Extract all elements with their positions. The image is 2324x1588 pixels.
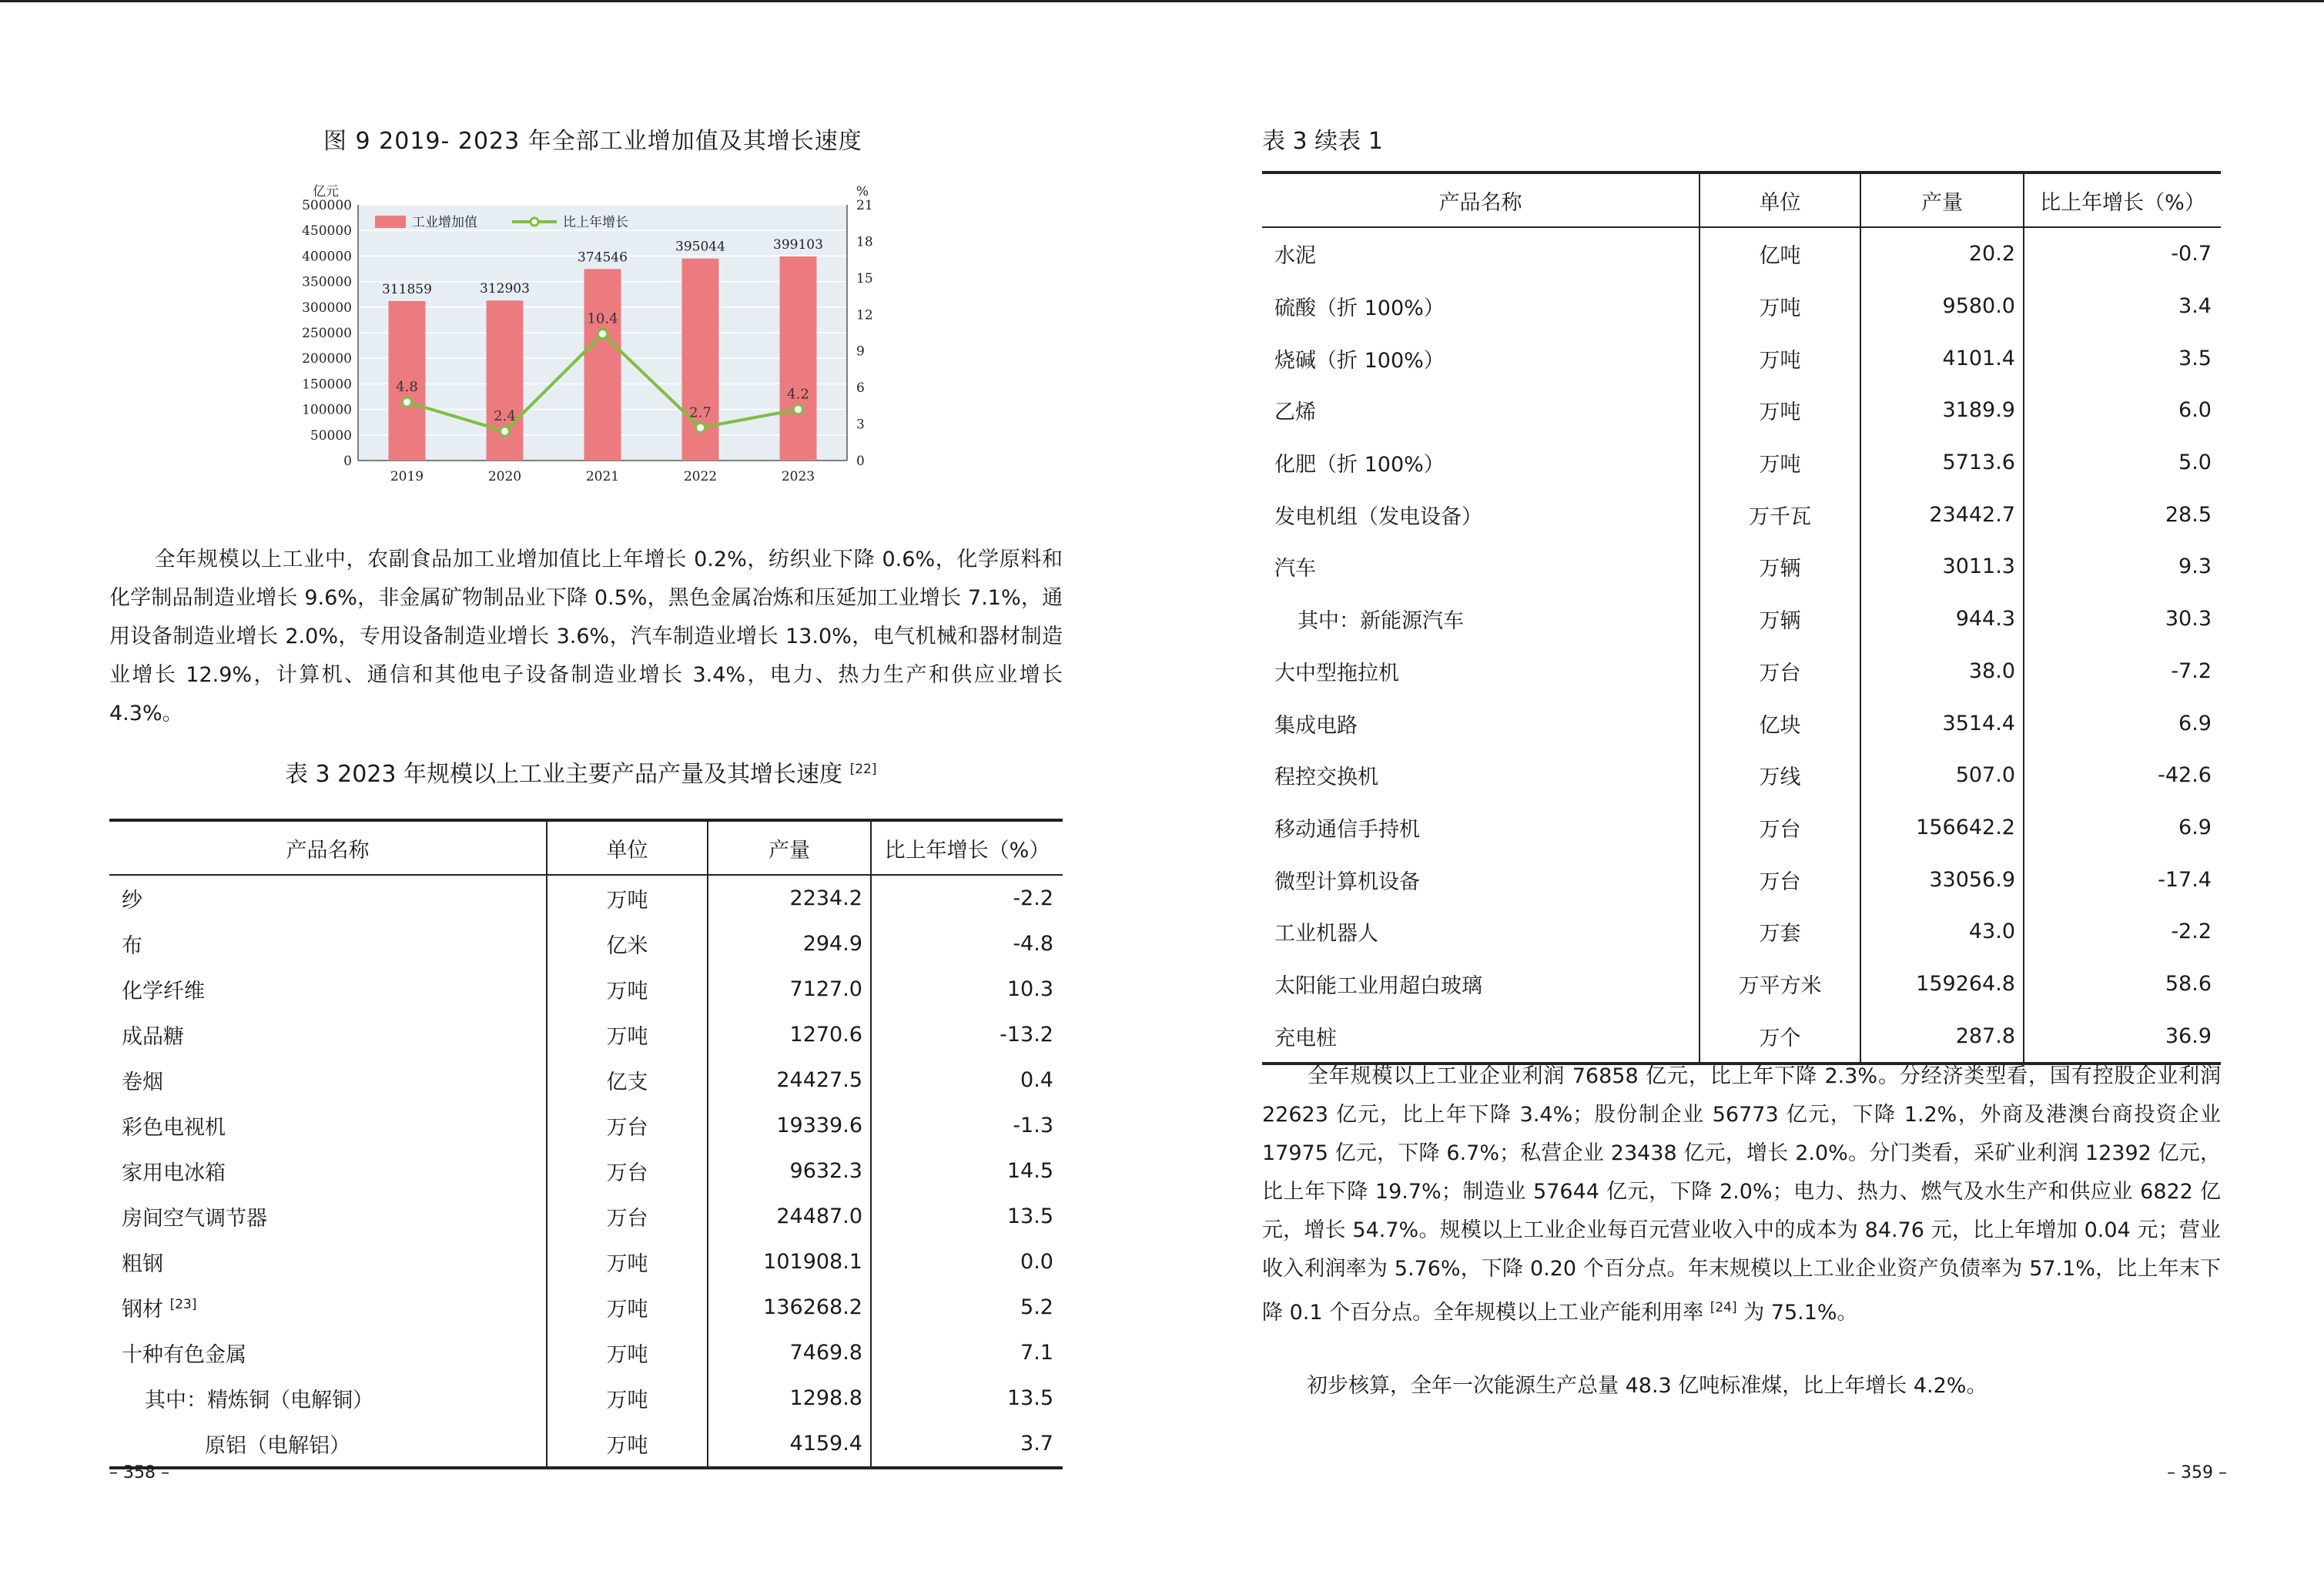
cell-name: 纱 bbox=[122, 889, 142, 913]
bar-value-label: 399103 bbox=[773, 236, 823, 253]
y-tick-label-right: 12 bbox=[856, 307, 873, 323]
growth-point bbox=[696, 423, 705, 432]
table3 bbox=[109, 819, 1063, 1469]
cell-unit: 万台 bbox=[547, 1194, 708, 1239]
page-number-right: – 359 – bbox=[2167, 1463, 2227, 1482]
cell-growth: 3.4 bbox=[2024, 280, 2221, 333]
table-row bbox=[1262, 437, 2221, 489]
cell-growth: 3.7 bbox=[871, 1421, 1063, 1468]
cell-output: 7127.0 bbox=[708, 967, 871, 1012]
cell-growth: 3.5 bbox=[2024, 332, 2221, 384]
y-tick-label-left: 0 bbox=[343, 454, 352, 469]
cell-unit: 万吨 bbox=[547, 967, 708, 1012]
growth-value-label: 2.4 bbox=[494, 408, 516, 425]
cell-unit: 万吨 bbox=[547, 1285, 708, 1330]
cell-unit: 万台 bbox=[1699, 802, 1860, 854]
table-row bbox=[1262, 645, 2221, 698]
x-tick-label: 2020 bbox=[487, 469, 522, 484]
cell-growth: 6.9 bbox=[2024, 697, 2221, 749]
growth-value-label: 4.2 bbox=[787, 386, 809, 403]
cell-growth: 58.6 bbox=[2024, 958, 2221, 1010]
cell-output: 101908.1 bbox=[708, 1239, 871, 1285]
profit-paragraph-end: 为 75.1%。 bbox=[1743, 1301, 1858, 1325]
cell-growth: -1.3 bbox=[871, 1103, 1063, 1148]
table3-body bbox=[109, 875, 1063, 1468]
cell-growth: 13.5 bbox=[871, 1375, 1063, 1421]
y-tick-label-right: 6 bbox=[856, 380, 865, 397]
cell-unit: 万吨 bbox=[547, 1330, 708, 1375]
cell-name-note: [23] bbox=[169, 1297, 197, 1312]
table3-cont-body bbox=[1262, 227, 2221, 1064]
cell-output: 507.0 bbox=[1860, 749, 2024, 802]
cell-output: 38.0 bbox=[1860, 645, 2024, 698]
bar bbox=[780, 256, 817, 461]
table-row bbox=[109, 875, 1063, 921]
cell-unit: 万吨 bbox=[1699, 437, 1860, 489]
cell-name: 汽车 bbox=[1274, 557, 1316, 581]
y-tick-label-right: 9 bbox=[856, 343, 865, 360]
cell-output: 3011.3 bbox=[1860, 541, 2024, 593]
cell-growth: 14.5 bbox=[871, 1148, 1063, 1194]
cell-name: 化学纤维 bbox=[122, 980, 205, 1003]
industry-chart bbox=[262, 176, 893, 491]
table-row bbox=[1262, 1010, 2221, 1064]
table-row bbox=[1262, 384, 2221, 437]
cell-unit: 亿支 bbox=[547, 1057, 708, 1103]
growth-value-label: 4.8 bbox=[396, 379, 418, 396]
cell-name: 烧碱（折 100%） bbox=[1274, 348, 1445, 373]
col-header-name: 产品名称 bbox=[109, 820, 547, 875]
table-row bbox=[1262, 697, 2221, 749]
cell-unit: 万吨 bbox=[1699, 384, 1860, 437]
table-row bbox=[1262, 593, 2221, 645]
cell-name: 集成电路 bbox=[1274, 713, 1358, 738]
cell-name: 化肥（折 100%） bbox=[1274, 453, 1445, 477]
cell-unit: 万个 bbox=[1699, 1010, 1860, 1064]
bar-value-label: 312903 bbox=[480, 281, 530, 297]
table-row bbox=[109, 1057, 1063, 1103]
cell-name-text: 钢材 bbox=[122, 1298, 163, 1322]
cell-output: 23442.7 bbox=[1860, 488, 2024, 541]
table-row bbox=[1262, 749, 2221, 802]
cell-output: 43.0 bbox=[1860, 906, 2024, 958]
cell-name bbox=[109, 1285, 547, 1330]
profit-paragraph bbox=[1262, 1057, 2221, 1332]
profit-paragraph-note: [24] bbox=[1710, 1300, 1737, 1315]
cell-name: 房间空气调节器 bbox=[122, 1207, 267, 1231]
legend-swatch-bar bbox=[375, 216, 406, 228]
y-tick-label-right: 21 bbox=[856, 198, 873, 213]
cell-growth: 0.4 bbox=[871, 1057, 1063, 1103]
cell-growth: 28.5 bbox=[2024, 488, 2221, 541]
cell-output: 33056.9 bbox=[1860, 853, 2024, 906]
growth-point bbox=[501, 427, 510, 436]
cell-output: 4159.4 bbox=[708, 1421, 871, 1468]
cell-output: 1298.8 bbox=[708, 1375, 871, 1421]
figure-title: 图 9 2019- 2023 年全部工业增加值及其增长速度 bbox=[323, 128, 862, 155]
bar bbox=[584, 269, 621, 461]
y-tick-label-left: 500000 bbox=[302, 198, 352, 213]
cell-unit: 万台 bbox=[1699, 645, 1860, 698]
cell-growth: 0.0 bbox=[871, 1239, 1063, 1285]
y-tick-label-left: 100000 bbox=[302, 402, 352, 418]
cell-output: 156642.2 bbox=[1860, 802, 2024, 854]
cell-growth: -2.2 bbox=[871, 875, 1063, 921]
y-tick-label-right: 18 bbox=[856, 234, 873, 250]
growth-point bbox=[403, 397, 412, 407]
growth-point bbox=[794, 405, 803, 414]
x-tick-label: 2021 bbox=[585, 469, 620, 484]
y-axis-unit-right: % bbox=[856, 184, 869, 199]
cell-name: 家用电冰箱 bbox=[122, 1161, 226, 1185]
growth-value-label: 2.7 bbox=[689, 404, 712, 421]
cell-growth: 5.0 bbox=[2024, 437, 2221, 489]
cell-unit: 亿米 bbox=[547, 921, 708, 967]
table-row bbox=[1262, 332, 2221, 384]
table-row bbox=[1262, 802, 2221, 854]
bar-value-label: 395044 bbox=[675, 239, 725, 255]
cell-growth: 10.3 bbox=[871, 967, 1063, 1012]
cell-name: 原铝（电解铝） bbox=[109, 1421, 547, 1468]
col-header-name: 产品名称 bbox=[1262, 173, 1699, 227]
table-row bbox=[109, 1330, 1063, 1375]
cell-growth: -0.7 bbox=[2024, 227, 2221, 280]
cell-unit: 万吨 bbox=[547, 875, 708, 921]
cell-name: 充电桩 bbox=[1262, 1010, 1699, 1064]
table-row bbox=[1262, 488, 2221, 541]
table3-title bbox=[285, 755, 877, 789]
y-tick-label-left: 150000 bbox=[302, 377, 352, 393]
y-tick-label-left: 250000 bbox=[302, 326, 352, 341]
cell-name: 移动通信手持机 bbox=[1274, 817, 1420, 842]
table-row bbox=[1262, 280, 2221, 333]
legend-swatch-point bbox=[531, 218, 538, 226]
table-row bbox=[1262, 853, 2221, 906]
table-row bbox=[1262, 958, 2221, 1010]
table3-cont bbox=[1262, 171, 2221, 1065]
cell-output: 3514.4 bbox=[1860, 697, 2024, 749]
col-header-output: 产量 bbox=[708, 820, 871, 875]
cell-unit: 万千瓦 bbox=[1699, 488, 1860, 541]
cell-output: 5713.6 bbox=[1860, 437, 2024, 489]
table-row bbox=[109, 1239, 1063, 1285]
cell-unit: 万辆 bbox=[1699, 593, 1860, 645]
y-tick-label-right: 0 bbox=[856, 454, 865, 469]
cell-unit: 万吨 bbox=[547, 1012, 708, 1057]
cell-output: 1270.6 bbox=[708, 1012, 871, 1057]
cell-unit: 万台 bbox=[1699, 853, 1860, 906]
cell-output: 9632.3 bbox=[708, 1148, 871, 1194]
cell-unit: 万套 bbox=[1699, 906, 1860, 958]
industry-paragraph bbox=[109, 541, 1063, 733]
cell-name: 硫酸（折 100%） bbox=[1274, 296, 1445, 321]
cell-name: 乙烯 bbox=[1274, 400, 1316, 425]
col-header-growth: 比上年增长（%） bbox=[2024, 173, 2221, 227]
cell-name: 其中：新能源汽车 bbox=[1298, 609, 1464, 634]
cell-growth: 30.3 bbox=[2024, 593, 2221, 645]
y-tick-label-left: 350000 bbox=[302, 274, 352, 290]
cell-output: 159264.8 bbox=[1860, 958, 2024, 1010]
cell-growth: 6.9 bbox=[2024, 802, 2221, 854]
cell-name: 成品糖 bbox=[122, 1025, 184, 1049]
bar-value-label: 374546 bbox=[578, 250, 628, 266]
y-tick-label-left: 300000 bbox=[302, 300, 352, 316]
growth-point bbox=[598, 330, 608, 339]
cell-unit: 万吨 bbox=[1699, 280, 1860, 333]
cell-name: 微型计算机设备 bbox=[1274, 869, 1420, 894]
cell-growth: 13.5 bbox=[871, 1194, 1063, 1239]
table-row bbox=[109, 1148, 1063, 1194]
right-page bbox=[1162, 0, 2324, 1588]
cell-growth: -42.6 bbox=[2024, 749, 2221, 802]
y-tick-label-right: 3 bbox=[856, 417, 865, 433]
cell-unit: 万吨 bbox=[547, 1421, 708, 1468]
cell-growth: -13.2 bbox=[871, 1012, 1063, 1057]
profit-paragraph-text: 全年规模以上工业企业利润 76858 亿元，比上年下降 2.3%。分经济类型看，国有控股企业利润 22623 亿元，比上年下降 3.4%；股份制企业 56773 亿元，下降 1.2%，外商及港澳台商投资企业 17975 亿元，下降 6.7%；私营企业 23438 亿元，增长 2.0%。分门类看，采矿业利润 12392 亿元，比上年下降 19.7%；制造业 57644 亿元，下降 2.0%；电力、热力、燃气及水生产和供应业 6822 亿元，增长 54.7%。规模以上工业企业每百元营业收入中的成本为 84.76 元，比上年增加 0.04 元；营业收入利润率为 5.76%，下降 0.20 个百分点。年末规模以上工业企业资产负债率为 57.1%，比上年末下降 0.1 个百分点。全年规模以上工业产能利用率 bbox=[1262, 1064, 2221, 1325]
cell-output: 2234.2 bbox=[708, 875, 871, 921]
cell-output: 7469.8 bbox=[708, 1330, 871, 1375]
table-row bbox=[109, 1194, 1063, 1239]
y-axis-unit-left: 亿元 bbox=[313, 184, 339, 199]
col-header-unit: 单位 bbox=[547, 820, 708, 875]
cell-growth: 7.1 bbox=[871, 1330, 1063, 1375]
table-row bbox=[109, 1421, 1063, 1468]
cell-output: 24487.0 bbox=[708, 1194, 871, 1239]
cell-growth: -17.4 bbox=[2024, 853, 2221, 906]
cell-output: 944.3 bbox=[1860, 593, 2024, 645]
cell-name: 水泥 bbox=[1274, 244, 1316, 269]
x-tick-label: 2019 bbox=[390, 469, 424, 484]
cell-growth: -4.8 bbox=[871, 921, 1063, 967]
cell-growth: 6.0 bbox=[2024, 384, 2221, 437]
cell-output: 3189.9 bbox=[1860, 384, 2024, 437]
table-row bbox=[109, 1103, 1063, 1148]
table3-cont-header-row bbox=[1262, 173, 2221, 227]
growth-value-label: 10.4 bbox=[587, 310, 618, 327]
cell-name: 布 bbox=[122, 934, 142, 958]
table3-header-row bbox=[109, 820, 1063, 875]
cell-output: 287.8 bbox=[1860, 1010, 2024, 1064]
chart-svg bbox=[262, 176, 893, 491]
y-tick-label-left: 450000 bbox=[302, 223, 352, 240]
table3-title-note: [22] bbox=[849, 762, 877, 777]
legend-label-bar: 工业增加值 bbox=[412, 215, 477, 230]
cell-name: 程控交换机 bbox=[1274, 766, 1378, 790]
cell-unit: 万吨 bbox=[1699, 332, 1860, 384]
cell-name: 太阳能工业用超白玻璃 bbox=[1274, 973, 1482, 998]
cell-unit: 万平方米 bbox=[1699, 958, 1860, 1010]
cell-unit: 亿吨 bbox=[1699, 227, 1860, 280]
cell-unit: 万线 bbox=[1699, 749, 1860, 802]
cell-growth: -2.2 bbox=[2024, 906, 2221, 958]
x-tick-label: 2023 bbox=[781, 469, 815, 484]
cell-output: 19339.6 bbox=[708, 1103, 871, 1148]
cell-name: 卷烟 bbox=[122, 1070, 163, 1094]
table-row bbox=[109, 967, 1063, 1012]
y-tick-label-right: 15 bbox=[856, 270, 873, 286]
y-tick-label-left: 50000 bbox=[310, 427, 352, 444]
table-row bbox=[1262, 541, 2221, 593]
energy-paragraph-text: 初步核算，全年一次能源生产总量 48.3 亿吨标准煤，比上年增长 4.2%。 bbox=[1307, 1374, 1987, 1398]
bar-value-label: 311859 bbox=[382, 281, 432, 297]
x-tick-label: 2022 bbox=[683, 469, 718, 484]
col-header-unit: 单位 bbox=[1699, 173, 1860, 227]
cell-growth: -7.2 bbox=[2024, 645, 2221, 698]
table3-title-text: 表 3 2023 年规模以上工业主要产品产量及其增长速度 bbox=[285, 761, 843, 788]
cell-growth: 9.3 bbox=[2024, 541, 2221, 593]
cell-name: 发电机组（发电设备） bbox=[1274, 504, 1482, 529]
y-tick-label-left: 400000 bbox=[302, 249, 352, 265]
cell-output: 20.2 bbox=[1860, 227, 2024, 280]
cell-unit: 亿块 bbox=[1699, 697, 1860, 749]
legend-label-line: 比上年增长 bbox=[563, 215, 628, 230]
table-row bbox=[109, 1012, 1063, 1057]
page-number-left: – 358 – bbox=[109, 1463, 169, 1482]
table3-cont-title: 表 3 续表 1 bbox=[1262, 128, 1383, 155]
cell-output: 4101.4 bbox=[1860, 332, 2024, 384]
col-header-growth: 比上年增长（%） bbox=[871, 820, 1063, 875]
cell-unit: 万辆 bbox=[1699, 541, 1860, 593]
cell-unit: 万台 bbox=[547, 1148, 708, 1194]
y-tick-label-left: 200000 bbox=[302, 351, 352, 367]
cell-output: 24427.5 bbox=[708, 1057, 871, 1103]
col-header-output: 产量 bbox=[1860, 173, 2024, 227]
table-row bbox=[1262, 906, 2221, 958]
cell-output: 136268.2 bbox=[708, 1285, 871, 1330]
cell-name: 大中型拖拉机 bbox=[1274, 661, 1399, 685]
industry-paragraph-text: 全年规模以上工业中，农副食品加工业增加值比上年增长 0.2%，纺织业下降 0.6%，化学原料和化学制品制造业增长 9.6%，非金属矿物制品业下降 0.5%，黑色金属冶炼和压延加工业增长 7.1%，通用设备制造业增长 2.0%，专用设备制造业增长 3.6%，汽车制造业增长 13.0%，电气机械和器材制造业增长 12.9%，计算机、通信和其他电子设备制造业增长 3.4%，电力、热力生产和供应业增长 4.3%。 bbox=[109, 548, 1063, 725]
cell-output: 9580.0 bbox=[1860, 280, 2024, 333]
cell-name: 十种有色金属 bbox=[122, 1343, 246, 1367]
table-row bbox=[109, 921, 1063, 967]
cell-growth: 36.9 bbox=[2024, 1010, 2221, 1064]
cell-unit: 万吨 bbox=[547, 1239, 708, 1285]
cell-name: 彩色电视机 bbox=[122, 1116, 226, 1140]
energy-paragraph bbox=[1262, 1367, 2221, 1405]
table-row bbox=[1262, 227, 2221, 280]
cell-name: 粗钢 bbox=[122, 1252, 163, 1276]
table-row bbox=[109, 1285, 1063, 1330]
cell-name: 工业机器人 bbox=[1274, 922, 1378, 946]
cell-output: 294.9 bbox=[708, 921, 871, 967]
cell-name: 其中：精炼铜（电解铜） bbox=[145, 1389, 373, 1412]
cell-unit: 万吨 bbox=[547, 1375, 708, 1421]
cell-unit: 万台 bbox=[547, 1103, 708, 1148]
table-row bbox=[109, 1375, 1063, 1421]
cell-growth: 5.2 bbox=[871, 1285, 1063, 1330]
